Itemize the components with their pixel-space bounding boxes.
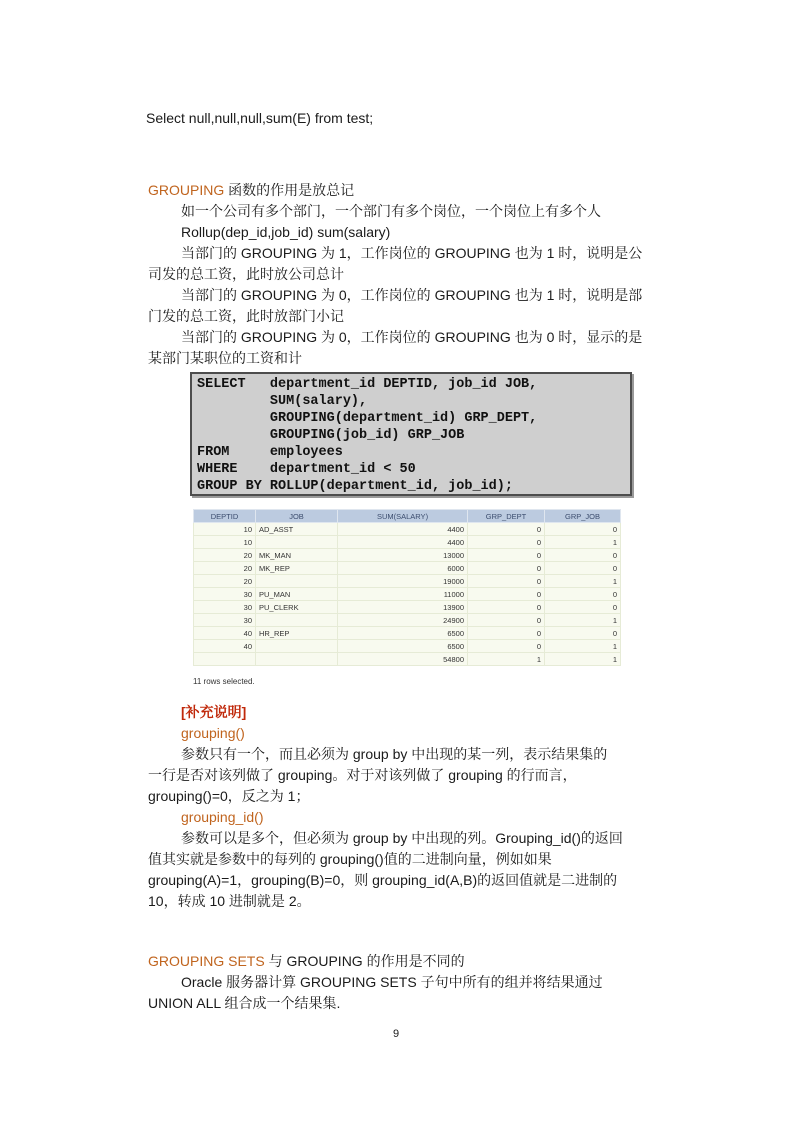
table-cell: 10 xyxy=(194,536,256,549)
table-cell: 0 xyxy=(468,575,545,588)
table-cell: 6000 xyxy=(338,562,468,575)
table-cell xyxy=(256,640,338,653)
table-cell: 13000 xyxy=(338,549,468,562)
table-row xyxy=(194,549,621,562)
grouping-heading-text: 函数的作用是放总记 xyxy=(224,182,355,198)
rows-selected-note: 11 rows selected. xyxy=(193,677,255,686)
table-cell: 1 xyxy=(545,640,621,653)
grouping-sets-heading xyxy=(148,951,465,971)
table-cell: 54800 xyxy=(338,653,468,666)
table-cell: 0 xyxy=(468,640,545,653)
grouping-fn-desc-2: 一行是否对该列做了 grouping。对于对该列做了 grouping 的行而言， xyxy=(148,767,577,783)
table-cell: 0 xyxy=(545,523,621,536)
table-cell: 11000 xyxy=(338,588,468,601)
table-cell: 0 xyxy=(545,562,621,575)
table-row xyxy=(194,601,621,614)
grouping-fn-desc-1: 参数只有一个，而且必须为 group by 中出现的某一列，表示结果集的 xyxy=(181,746,608,762)
table-cell: 6500 xyxy=(338,627,468,640)
table-cell: 0 xyxy=(468,627,545,640)
table-row xyxy=(194,640,621,653)
column-header: GRP_JOB xyxy=(545,510,621,523)
column-header: GRP_DEPT xyxy=(468,510,545,523)
table-cell: 0 xyxy=(545,588,621,601)
table-cell: MK_REP xyxy=(256,562,338,575)
sql-code-block xyxy=(190,372,632,496)
paragraph-company-total-1: 当部门的 GROUPING 为 1，工作岗位的 GROUPING 也为 1 时，说明是公 xyxy=(181,245,643,261)
table-cell: 40 xyxy=(194,640,256,653)
paragraph-company: 如一个公司有多个部门，一个部门有多个岗位，一个岗位上有多个人 xyxy=(181,203,601,219)
table-cell: 0 xyxy=(545,627,621,640)
table-cell: 0 xyxy=(468,601,545,614)
paragraph-job-total-1: 当部门的 GROUPING 为 0，工作岗位的 GROUPING 也为 0 时，显示的是 xyxy=(181,329,643,345)
table-cell: 4400 xyxy=(338,523,468,536)
table-row xyxy=(194,653,621,666)
paragraph-rollup: Rollup(dep_id,job_id) sum(salary) xyxy=(181,224,391,240)
top-sql-line: Select null,null,null,sum(E) from test; xyxy=(146,110,374,126)
code-line: GROUPING(department_id) GRP_DEPT, xyxy=(197,411,538,426)
code-line: SUM(salary), xyxy=(197,394,368,409)
table-cell: AD_ASST xyxy=(256,523,338,536)
table-cell: 1 xyxy=(545,536,621,549)
code-line: GROUPING(job_id) GRP_JOB xyxy=(197,428,465,443)
grouping-id-desc-1: 参数可以是多个，但必须为 group by 中出现的列。Grouping_id()的返回 xyxy=(181,830,623,846)
grouping-id-desc-3: grouping(A)=1，grouping(B)=0，则 grouping_id(A,B)的返回值就是二进制的 xyxy=(148,872,618,888)
table-cell: 0 xyxy=(468,614,545,627)
table-row xyxy=(194,562,621,575)
paragraph-job-total-2: 某部门某职位的工资和计 xyxy=(148,350,302,366)
paragraph-company-total-2: 司发的总工资，此时放公司总计 xyxy=(148,266,344,282)
column-header: SUM(SALARY) xyxy=(338,510,468,523)
table-cell xyxy=(194,653,256,666)
table-cell: 30 xyxy=(194,601,256,614)
table-cell: 30 xyxy=(194,588,256,601)
table-cell: 0 xyxy=(468,536,545,549)
table-row xyxy=(194,575,621,588)
table-cell: 20 xyxy=(194,575,256,588)
table-row xyxy=(194,588,621,601)
table-cell: 20 xyxy=(194,562,256,575)
table-cell xyxy=(256,536,338,549)
table-cell xyxy=(256,614,338,627)
page-number: 9 xyxy=(393,1028,400,1040)
grouping-sets-keyword: GROUPING SETS xyxy=(148,953,265,969)
result-table xyxy=(193,509,621,666)
table-cell: 0 xyxy=(545,549,621,562)
column-header: DEPTID xyxy=(194,510,256,523)
grouping-sets-desc-2: UNION ALL 组合成一个结果集. xyxy=(148,995,341,1011)
grouping-sets-desc-1: Oracle 服务器计算 GROUPING SETS 子句中所有的组并将结果通过 xyxy=(181,974,603,990)
table-cell: 1 xyxy=(545,614,621,627)
table-cell: HR_REP xyxy=(256,627,338,640)
grouping-id-desc-4: 10，转成 10 进制就是 2。 xyxy=(148,893,311,909)
table-header-row xyxy=(194,510,621,523)
grouping-keyword: GROUPING xyxy=(148,182,225,198)
table-cell: 4400 xyxy=(338,536,468,549)
table-cell: PU_CLERK xyxy=(256,601,338,614)
table-cell xyxy=(256,653,338,666)
grouping-sets-heading-text: 与 GROUPING 的作用是不同的 xyxy=(264,953,465,969)
table-cell: 30 xyxy=(194,614,256,627)
grouping-heading xyxy=(148,180,354,200)
table-cell: 1 xyxy=(545,653,621,666)
table-row xyxy=(194,536,621,549)
table-cell xyxy=(256,575,338,588)
table-row xyxy=(194,523,621,536)
code-line: SELECT department_id DEPTID, job_id JOB, xyxy=(197,377,538,392)
table-cell: PU_MAN xyxy=(256,588,338,601)
table-cell: 6500 xyxy=(338,640,468,653)
table-cell: 0 xyxy=(468,588,545,601)
grouping-id-desc-2: 值其实就是参数中的每列的 grouping()值的二进制向量，例如如果 xyxy=(148,851,552,867)
table-row xyxy=(194,627,621,640)
table-cell: 0 xyxy=(545,601,621,614)
grouping-fn-desc-3: grouping()=0，反之为 1； xyxy=(148,788,310,804)
table-row xyxy=(194,614,621,627)
code-line: GROUP BY ROLLUP(department_id, job_id); xyxy=(197,479,513,494)
table-cell: 13900 xyxy=(338,601,468,614)
table-cell: 20 xyxy=(194,549,256,562)
table-cell: 0 xyxy=(468,549,545,562)
table-cell: 0 xyxy=(468,562,545,575)
grouping-id-fn-name: grouping_id() xyxy=(181,809,264,825)
table-cell: 40 xyxy=(194,627,256,640)
table-cell: 1 xyxy=(468,653,545,666)
table-cell: 19000 xyxy=(338,575,468,588)
paragraph-dept-total-1: 当部门的 GROUPING 为 0，工作岗位的 GROUPING 也为 1 时，说明是部 xyxy=(181,287,643,303)
paragraph-dept-total-2: 门发的总工资，此时放部门小记 xyxy=(148,308,344,324)
table-cell: 24900 xyxy=(338,614,468,627)
code-line: FROM employees xyxy=(197,445,343,460)
code-line: WHERE department_id < 50 xyxy=(197,462,416,477)
supplement-title: [补充说明] xyxy=(181,704,247,720)
table-cell: 10 xyxy=(194,523,256,536)
table-cell: 0 xyxy=(468,523,545,536)
table-cell: MK_MAN xyxy=(256,549,338,562)
table-cell: 1 xyxy=(545,575,621,588)
grouping-fn-name: grouping() xyxy=(181,725,245,741)
column-header: JOB xyxy=(256,510,338,523)
